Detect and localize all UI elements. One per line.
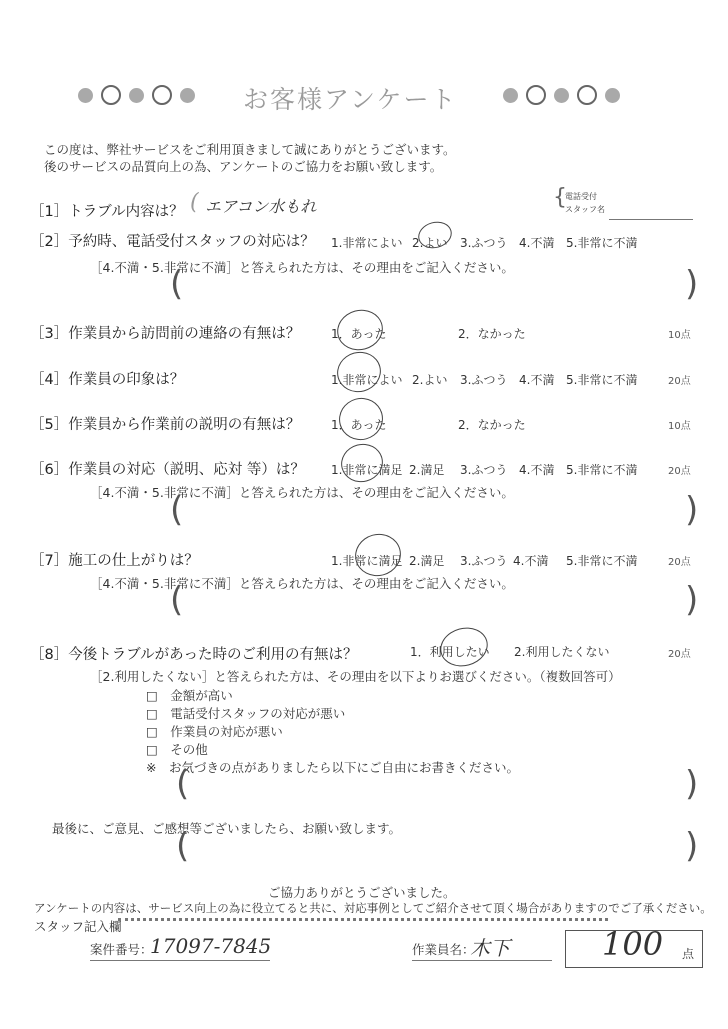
q6-reason-bracket-left: (	[170, 490, 184, 530]
q5-option-1[interactable]: 1．あった	[331, 418, 387, 432]
q6-reason-bracket-right: )	[685, 490, 699, 530]
staff-section-label: スタッフ記入欄	[34, 919, 122, 934]
q8-reason-other[interactable]: □ その他	[146, 742, 208, 757]
q4-label: ［4］作業員の印象は？	[30, 372, 185, 388]
q2-label: ［2］予約時、電話受付スタッフの対応は？	[30, 234, 315, 250]
q1-bracket-left: (	[190, 190, 199, 215]
staff-name-box[interactable]	[553, 185, 693, 221]
gray-dot-icon	[605, 88, 620, 103]
final-comment-prompt: 最後に、ご意見、ご感想等ございましたら、お願い致します。	[52, 821, 402, 836]
q6-option-3[interactable]: 3.ふつう	[460, 463, 508, 477]
q7-option-5[interactable]: 5.非常に不満	[566, 554, 638, 568]
case-number-value[interactable]: 17097-7845	[150, 934, 272, 958]
case-number-underline	[90, 960, 270, 961]
circle-dot-icon	[577, 85, 597, 105]
circle-dot-icon	[526, 85, 546, 105]
q4-points: 20点	[668, 376, 691, 387]
staff-box-bracket: {	[553, 185, 567, 210]
intro-line-2: 後のサービスの品質向上の為、アンケートのご協力をお願い致します。	[44, 159, 443, 174]
q7-points: 20点	[668, 557, 691, 568]
q8-label: ［8］今後トラブルがあった時のご利用の有無は？	[30, 647, 358, 663]
worker-name-label: 作業員名：	[412, 942, 475, 957]
q4-option-2[interactable]: 2.よい	[412, 373, 448, 387]
q2-option-3[interactable]: 3.ふつう	[460, 236, 508, 250]
q2-reason-bracket-left: (	[170, 264, 184, 304]
q3-selection-circle	[333, 305, 388, 356]
q7-note: ［4.不満・5.非常に不満］と答えられた方は、その理由をご記入ください。	[90, 576, 514, 591]
gray-dot-icon	[78, 88, 93, 103]
page-title: お客様アンケート	[243, 85, 458, 114]
q7-option-1[interactable]: 1.非常に満足	[331, 554, 403, 568]
q8-free-comment-note: ※ お気づきの点がありましたら以下にご自由にお書きください。	[146, 760, 519, 775]
gray-dot-icon	[503, 88, 518, 103]
score-value: 100	[602, 925, 664, 963]
q7-reason-bracket-right: )	[685, 580, 699, 620]
q6-option-2[interactable]: 2.満足	[409, 463, 445, 477]
worker-name-value[interactable]: 木下	[470, 936, 510, 960]
score-box[interactable]	[565, 925, 703, 968]
final-comment-bracket-right: )	[685, 826, 699, 866]
q4-option-1[interactable]: 1.非常によい	[331, 373, 403, 387]
q8-selection-circle	[436, 622, 492, 671]
intro-line-1: この度は、弊社サービスをご利用頂きまして誠にありがとうございます。	[44, 142, 456, 157]
q5-points: 10点	[668, 421, 691, 432]
thanks-text: ご協力ありがとうございました。	[268, 885, 456, 900]
q7-option-4[interactable]: 4.不満	[513, 554, 549, 568]
q8-points: 20点	[668, 649, 691, 660]
staff-box-line2: スタッフ名	[565, 205, 605, 214]
q7-option-2[interactable]: 2.満足	[409, 554, 445, 568]
q8-reason-price[interactable]: □ 金額が高い	[146, 688, 233, 703]
q7-option-3[interactable]: 3.ふつう	[460, 554, 508, 568]
q4-selection-circle	[333, 347, 386, 397]
score-unit: 点	[682, 947, 695, 961]
gray-dot-icon	[554, 88, 569, 103]
header-decoration-right	[503, 85, 620, 105]
circle-dot-icon	[152, 85, 172, 105]
q3-label: ［3］作業員から訪問前の連絡の有無は？	[30, 326, 301, 342]
q8-reason-worker[interactable]: □ 作業員の対応が悪い	[146, 724, 283, 739]
q4-option-3[interactable]: 3.ふつう	[460, 373, 508, 387]
gray-dot-icon	[129, 88, 144, 103]
q6-option-5[interactable]: 5.非常に不満	[566, 463, 638, 477]
q8-comment-bracket-right: )	[685, 764, 699, 804]
dotted-separator	[118, 918, 608, 921]
circle-dot-icon	[101, 85, 121, 105]
q4-option-5[interactable]: 5.非常に不満	[566, 373, 638, 387]
q6-option-4[interactable]: 4.不満	[519, 463, 555, 477]
q2-option-1[interactable]: 1.非常によい	[331, 236, 403, 250]
q2-option-4[interactable]: 4.不満	[519, 236, 555, 250]
q6-note: ［4.不満・5.非常に不満］と答えられた方は、その理由をご記入ください。	[90, 485, 514, 500]
q5-selection-circle	[334, 393, 387, 445]
staff-box-line1: 電話受付	[565, 192, 597, 201]
q2-option-2[interactable]: 2.よい	[412, 236, 448, 250]
disclaimer-text: アンケートの内容は、サービス向上の為に役立てると共に、対応事例としてご紹介させて頂く場合がありますのでご了承ください。	[34, 901, 712, 915]
q6-selection-circle	[337, 439, 387, 487]
worker-name-underline	[412, 960, 552, 961]
q8-reason-phone-staff[interactable]: □ 電話受付スタッフの対応が悪い	[146, 706, 346, 721]
q8-comment-bracket-left: (	[176, 764, 190, 804]
q2-option-5[interactable]: 5.非常に不満	[566, 236, 638, 250]
q3-points: 10点	[668, 330, 691, 341]
case-number-label: 案件番号：	[90, 942, 153, 957]
q8-option-1[interactable]: 1．利用したい	[410, 645, 490, 659]
q4-option-4[interactable]: 4.不満	[519, 373, 555, 387]
q3-option-1[interactable]: 1．あった	[331, 327, 387, 341]
q8-note: ［2.利用したくない］と答えられた方は、その理由を以下よりお選びください。（複数回答可）	[90, 669, 621, 684]
q5-option-2[interactable]: 2．なかった	[458, 418, 526, 432]
staff-box-underline	[609, 219, 693, 220]
header-decoration-left	[78, 85, 195, 105]
q7-label: ［7］施工の仕上がりは？	[30, 553, 199, 569]
q6-option-1[interactable]: 1.非常に満足	[331, 463, 403, 477]
q1-answer[interactable]: エアコン水もれ	[205, 197, 317, 216]
final-comment-bracket-left: (	[176, 826, 190, 866]
q8-option-2[interactable]: 2.利用したくない	[514, 645, 610, 659]
q5-label: ［5］作業員から作業前の説明の有無は？	[30, 417, 301, 433]
q6-label: ［6］作業員の対応（説明、応対 等）は？	[30, 462, 305, 478]
q2-note: ［4.不満・5.非常に不満］と答えられた方は、その理由をご記入ください。	[90, 260, 514, 275]
q6-points: 20点	[668, 466, 691, 477]
q7-reason-bracket-left: (	[170, 580, 184, 620]
q2-reason-bracket-right: )	[685, 264, 699, 304]
gray-dot-icon	[180, 88, 195, 103]
q3-option-2[interactable]: 2．なかった	[458, 327, 526, 341]
q1-label: ［1］トラブル内容は？	[30, 204, 184, 220]
